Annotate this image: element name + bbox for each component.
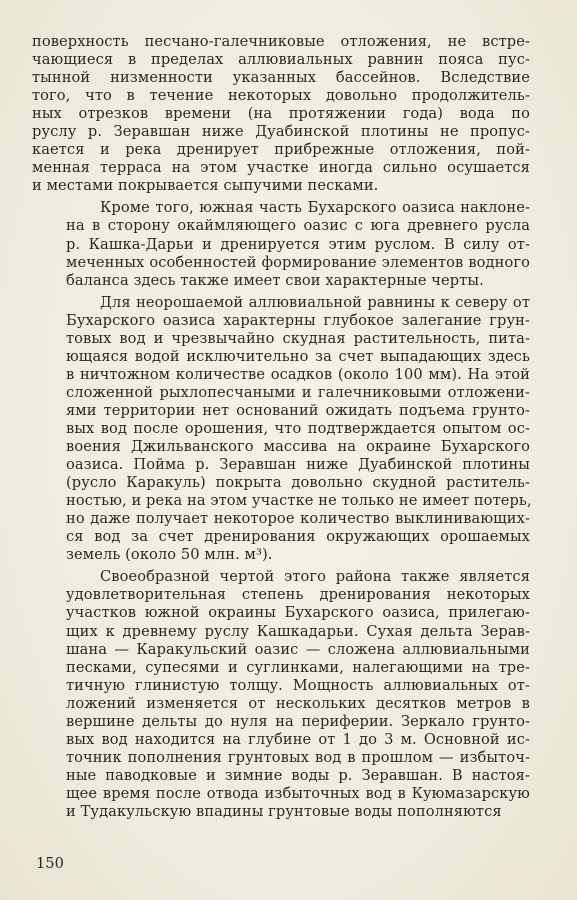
text-line: руслу р. Зеравшан ниже Дуабинской плотины не пропус- (32, 123, 530, 141)
text-line: воения Джильванского массива на окраине Бухарского (66, 438, 530, 456)
text-line: ные паводковые и зимние воды р. Зеравшан. В настоя- (66, 766, 530, 784)
text-line: щих к древнему руслу Кашкадарьи. Сухая дельта Зерав- (66, 622, 530, 640)
text-line: вершине дельты до нуля на периферии. Зеркало грунто- (66, 712, 530, 730)
text-line: но даже получает некоторое количество выклинивающих- (66, 510, 530, 528)
text-line: р. Кашка-Дарьи и дренируется этим руслом. В силу от- (66, 235, 530, 253)
text-line: поверхность песчано-галечниковые отложения, не встре- (32, 33, 530, 50)
text-line: Бухарского оазиса характерны глубокое залегание грун- (66, 311, 530, 329)
text-line: чающиеся в пределах аллювиальных равнин пояса пус- (32, 51, 530, 69)
text-line: того, что в течение некоторых довольно продолжитель- (32, 87, 530, 105)
text-line: и местами покрывается сыпучими песками. (32, 177, 379, 195)
text-line: вых вод после орошения, что подтверждается опытом ос- (66, 419, 530, 437)
page-number: 150 (36, 855, 64, 872)
text-line: меченных особенностей формирование элементов водного (66, 253, 530, 271)
text-line: менная терраса на этом участке иногда сильно осушается (32, 159, 530, 177)
text-line: щее время после отвода избыточных вод в Куюмазарскую (66, 784, 530, 802)
text-line: тынной низменности указанных бассейнов. Вследствие (32, 69, 530, 87)
text-line: ями территории нет оснований ожидать подъема грунто- (66, 401, 530, 419)
body-text (32, 33, 530, 821)
text-line: удовлетворительная степень дренирования некоторых (66, 586, 530, 604)
text-line: Своеобразной чертой этого района также является (100, 568, 530, 586)
paragraph (32, 33, 530, 195)
text-line: шана — Каракульский оазис — сложена аллювиальными (66, 640, 530, 658)
text-line: ностью, и река на этом участке не только не имеет потерь, (66, 492, 532, 510)
text-line: ных отрезков времени (на протяжении года) вода по (32, 105, 530, 123)
text-line: тичную глинистую толщу. Мощность аллювиальных от- (66, 676, 530, 694)
text-line: в ничтожном количестве осадков (около 100 мм). На этой (66, 365, 530, 383)
text-line: на в сторону окаймляющего оазис с юга древнего русла (66, 217, 530, 235)
text-line: ющаяся водой исключительно за счет выпадающих здесь (66, 347, 530, 365)
paragraph (32, 568, 530, 821)
text-line: точник пополнения грунтовых вод в прошлом — избыточ- (66, 748, 530, 766)
paragraph (32, 199, 530, 289)
text-line: участков южной окраины Бухарского оазиса, прилегаю- (66, 604, 530, 622)
text-line: ся вод за счет дренирования окружающих орошаемых (66, 528, 530, 546)
text-line: (русло Каракуль) покрыта довольно скудной раститель- (66, 474, 530, 492)
text-line: кается и река дренирует прибрежные отложения, пой- (32, 141, 530, 159)
text-line: Кроме того, южная часть Бухарского оазиса наклоне- (100, 199, 530, 217)
text-line: ложений изменяется от нескольких десятков метров в (66, 694, 530, 712)
paragraph (32, 294, 530, 565)
text-line: оазиса. Пойма р. Зеравшан ниже Дуабинской плотины (66, 456, 530, 474)
text-line: и Тудакульскую впадины грунтовые воды пополняются (66, 802, 502, 820)
text-line: Для неорошаемой аллювиальной равнины к северу от (100, 293, 530, 311)
text-line: сложенной рыхлопесчаными и галечниковыми отложени- (66, 383, 530, 401)
text-line: товых вод и чрезвычайно скудная растительность, пита- (66, 329, 530, 347)
text-line: земель (около 50 млн. м³). (66, 546, 273, 564)
text-line: баланса здесь также имеет свои характерные черты. (66, 271, 484, 289)
text-line: песками, супесями и суглинками, налегающими на тре- (66, 658, 530, 676)
text-line: вых вод находится на глубине от 1 до 3 м. Основной ис- (66, 730, 530, 748)
